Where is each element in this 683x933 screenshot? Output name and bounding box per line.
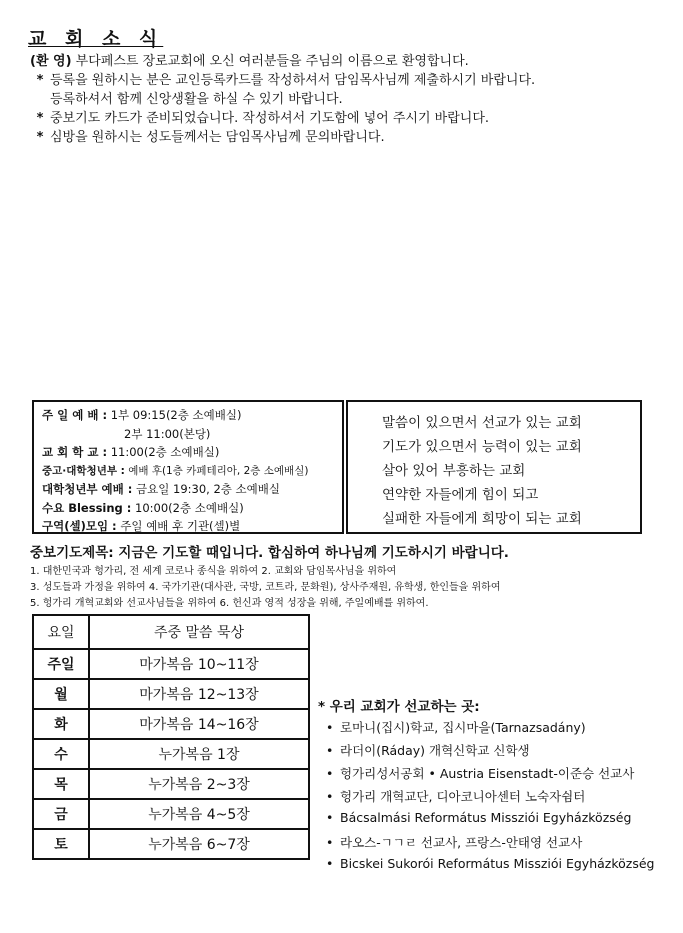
mission-item: [326, 764, 634, 782]
reading-cell: 마가복음 12~13장: [89, 679, 309, 709]
motto-line: 기도가 있으면서 능력이 있는 교회: [382, 439, 582, 455]
service-label: 주 일 예 배 :: [42, 408, 108, 422]
announcement-text: 등록을 원하시는 분은 교인등록카드를 작성하셔서 담임목사님께 제출하시기 바랍니다.: [50, 73, 536, 88]
reading-cell: 누가복음 1장: [89, 739, 309, 769]
welcome-line: [30, 52, 469, 71]
announcement-item: [30, 90, 343, 109]
reading-cell: 누가복음 4~5장: [89, 799, 309, 829]
service-schedule-box: [32, 400, 344, 534]
bullet-star: *: [36, 111, 44, 126]
table-row: [33, 679, 309, 709]
prayer-title: 중보기도제목: 지금은 기도할 때입니다. 합심하여 하나님께 기도하시기 바랍니다.: [30, 545, 509, 561]
service-value: 2부 11:00(본당): [124, 426, 211, 441]
reading-cell: 마가복음 10~11장: [89, 649, 309, 679]
day-cell: 월: [33, 679, 89, 709]
mission-text: Bicskei Sukorói Református Missziói Egyházközség: [340, 856, 655, 871]
bullet-icon: •: [326, 743, 334, 758]
service-row: [42, 499, 334, 518]
service-label: 구역(셀)모임 :: [42, 519, 117, 533]
prayer-line: 5. 헝가리 개혁교회와 선교사님들을 위하여 6. 헌신과 영적 성장을 위해, 주일예배를 위하여.: [30, 598, 429, 609]
mission-item: [326, 741, 530, 759]
mission-item: [326, 718, 586, 736]
mission-text: 라오스-ㄱㄱㄹ 선교사, 프랑스-안태영 선교사: [340, 835, 583, 850]
reading-cell: 누가복음 6~7장: [89, 829, 309, 859]
welcome-label: (환 영): [30, 54, 72, 69]
service-value: 10:00(2층 소예배실): [131, 500, 244, 515]
announcement-item: [30, 109, 489, 128]
table-row: [33, 769, 309, 799]
day-header: 요일: [33, 615, 89, 649]
day-cell: 화: [33, 709, 89, 739]
table-row: [33, 649, 309, 679]
mission-text: Bácsalmási Református Missziói Egyházközség: [340, 810, 632, 825]
service-row: [42, 425, 334, 444]
day-cell: 목: [33, 769, 89, 799]
day-cell: 토: [33, 829, 89, 859]
mission-text: 헝가리 개혁교단, 디아코니아센터 노숙자쉼터: [340, 789, 586, 804]
church-motto-box: [346, 400, 642, 534]
announcement-item: [30, 128, 385, 147]
reading-header: 주중 말씀 묵상: [89, 615, 309, 649]
mission-item: [326, 810, 631, 825]
service-value: 11:00(2층 소예배실): [107, 445, 220, 459]
bullet-icon: •: [326, 810, 334, 825]
service-row: [42, 517, 334, 536]
prayer-line: 3. 성도들과 가정을 위하여 4. 국가기관(대사관, 국방, 코트라, 문화원), 상사주재원, 유학생, 한인들을 위하여: [30, 582, 501, 593]
service-label: 교 회 학 교 :: [42, 445, 108, 459]
motto-line: 연약한 자들에게 힘이 되고: [382, 487, 539, 503]
announcement-text: 등록하셔서 함께 신앙생활을 하실 수 있기 바랍니다.: [50, 92, 343, 107]
welcome-text: 부다페스트 장로교회에 오신 여러분들을 주님의 이름으로 환영합니다.: [71, 54, 469, 69]
bullet-star: *: [36, 73, 44, 88]
service-row: [42, 480, 334, 499]
mission-title: * 우리 교회가 선교하는 곳:: [318, 699, 480, 715]
day-cell: 수: [33, 739, 89, 769]
bullet-icon: •: [326, 835, 334, 850]
service-label: 중고·대학청년부 :: [42, 464, 125, 477]
service-label: 수요 Blessing :: [42, 500, 132, 515]
table-row: [33, 709, 309, 739]
service-value: 예배 후(1층 카페테리아, 2층 소예배실): [124, 464, 309, 477]
bullet-icon: •: [326, 789, 334, 804]
service-row: [42, 443, 334, 462]
page-title: 교 회 소 식: [28, 28, 164, 50]
service-row: [42, 462, 334, 481]
motto-line: 말씀이 있으면서 선교가 있는 교회: [382, 415, 582, 431]
table-row: [33, 829, 309, 859]
mission-item: [326, 787, 585, 805]
table-row: [33, 799, 309, 829]
prayer-line: 1. 대한민국과 헝가리, 전 세계 코로나 종식을 위하여 2. 교회와 담임목사님을 위하여: [30, 566, 397, 577]
reading-cell: 마가복음 14~16장: [89, 709, 309, 739]
service-value: 1부 09:15(2층 소예배실): [107, 408, 242, 422]
mission-item: [326, 856, 654, 871]
bullet-icon: •: [326, 766, 334, 781]
announcement-text: 심방을 원하시는 성도들께서는 담임목사님께 문의바랍니다.: [50, 130, 385, 145]
weekly-reading-table: [32, 614, 310, 860]
table-header-row: [33, 615, 309, 649]
mission-text: 로마니(집시)학교, 집시마을(Tarnazsadány): [340, 720, 586, 735]
motto-line: 살아 있어 부흥하는 교회: [382, 463, 526, 479]
bullet-icon: •: [326, 720, 334, 735]
service-value: 주일 예배 후 기관(셀)별: [116, 519, 241, 533]
bullet-icon: •: [326, 856, 334, 871]
mission-item: [326, 833, 582, 851]
day-cell: 금: [33, 799, 89, 829]
service-value: 금요일 19:30, 2층 소예배실: [132, 482, 280, 496]
mission-text: 라더이(Ráday) 개혁신학교 신학생: [340, 743, 530, 758]
mission-text: 헝가리성서공회 • Austria Eisenstadt-이준승 선교사: [340, 766, 635, 781]
service-row: [42, 406, 334, 425]
reading-cell: 누가복음 2~3장: [89, 769, 309, 799]
announcement-text: 중보기도 카드가 준비되었습니다. 작성하셔서 기도함에 넣어 주시기 바랍니다.: [50, 111, 490, 126]
day-cell: 주일: [33, 649, 89, 679]
table-row: [33, 739, 309, 769]
announcement-item: [30, 71, 535, 90]
motto-line: 실패한 자들에게 희망이 되는 교회: [382, 511, 582, 527]
bullet-star: *: [36, 130, 44, 145]
service-label: 대학청년부 예배 :: [42, 482, 133, 496]
